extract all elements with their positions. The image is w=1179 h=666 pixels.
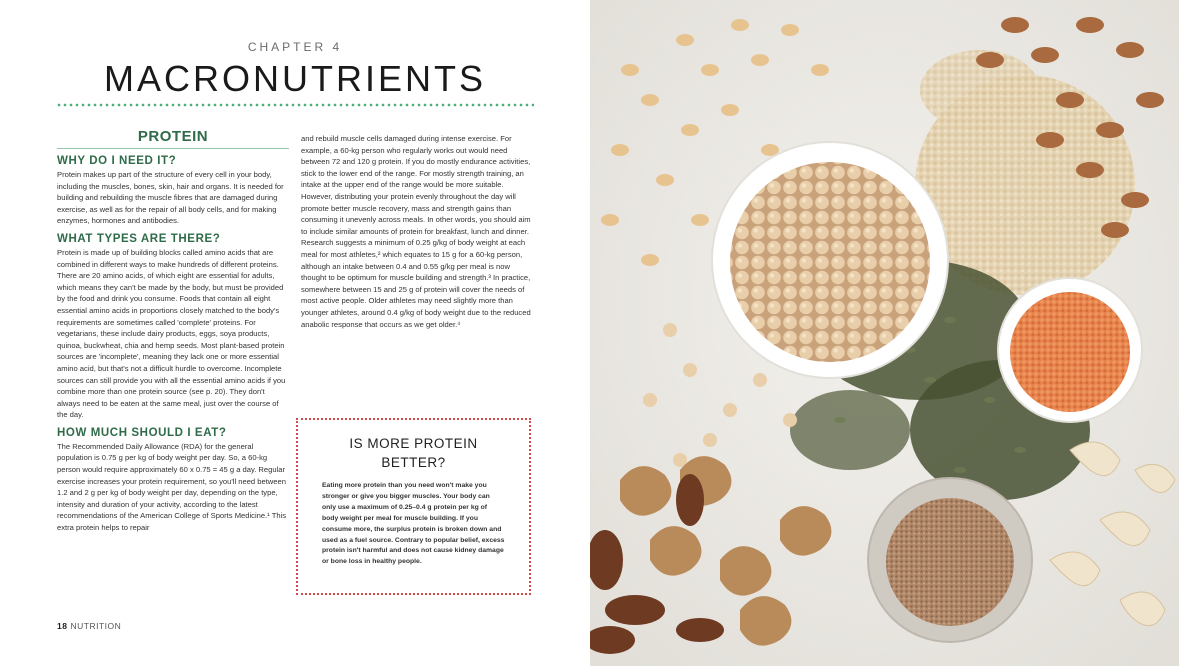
sidebar-title: IS MORE PROTEIN BETTER?	[349, 436, 478, 470]
continued-paragraph: and rebuild muscle cells damaged during intense exercise. For example, a 60-kg person who regularly works out would need between 72 and 120 g protein. If you do mostly endurance activities, stick to the lower end of the range. For mostly strength training, an intake at the upper end of the range would be more suitable. However, distributing your protein evenly throughout the day will promote better muscle recovery, mass and strength gains than consuming it unevenly across meals. In other words, you should aim to include similar amounts of protein for breakfast, lunch and dinner. Research suggests a minimum of 0.25 g/kg of body weight at each meal for most athletes,² which equates to 15 g for a 60-kg person, although an intake between 0.4 and 0.55 g/kg per meal is now thought to be optimum for muscle building and strength.³ In practice, somewhere between 15 and 25 g of protein will cover the needs of most active people. Older athletes may need slightly more than younger athletes, around 0.4 g/kg of body weight due to the reduced anabolic response that occurs as we get older.⁴	[301, 134, 531, 329]
why-paragraph: Protein makes up part of the structure of every cell in your body, including the muscles, bones, skin, hair and organs. It is needed for building and rebuilding the muscle fibres that are damaged during exercise, as well as for the repair of all body cells, and for making enzymes, hormones and antibodies.	[57, 170, 284, 226]
page-footer	[57, 621, 121, 631]
dotted-divider	[56, 103, 534, 107]
why-heading: WHY DO I NEED IT?	[57, 155, 177, 167]
text-column-2	[301, 133, 533, 332]
how-much-paragraph: The Recommended Daily Allowance (RDA) for the general population is 0.75 g per kg of body weight per day. So, a 60-kg person would require approximately 60 x 0.75 = 45 g a day. Regular exercise increases your protein requirement, so you'll need between 1.2 and 2 g per kg of body weight per day, depending on the type, intensity and duration of your activity, according to the latest recommendations of the American College of Sports Medicine.¹ This extra protein helps to repair	[57, 441, 287, 533]
page-number: 18	[57, 621, 68, 631]
how-much-heading: HOW MUCH SHOULD I EAT?	[57, 426, 227, 439]
sidebar-box	[296, 418, 531, 595]
text-column-1	[57, 128, 289, 536]
sidebar-text: Eating more protein than you need won't make you stronger or give you bigger muscles. Your body can only use a maximum of 0.25–0.4 g protein per kg of body weight per meal for muscle building. If you consume more, the surplus protein is broken down and used as a fuel source. Contrary to popular belief, excess protein isn't harmful and does not cause kidney damage or bone loss in healthy people.	[322, 482, 505, 566]
page-title: MACRONUTRIENTS	[104, 58, 486, 99]
protein-foods-illustration	[590, 0, 1179, 666]
chapter-label: CHAPTER 4	[247, 40, 343, 54]
footer-section-label: NUTRITION	[70, 621, 122, 631]
food-photo	[590, 0, 1179, 666]
types-heading: WHAT TYPES ARE THERE?	[57, 232, 221, 245]
types-paragraph: Protein is made up of building blocks called amino acids that are combined in different ways to make hundreds of different proteins. There are 20 amino acids, of which eight are essential for adults, which means they can't be made by the body, but must be provided by the food and drink you consume. Foods that contain all eight essential amino acids in proportions closely matched to the body's requirements are sometimes called 'complete' proteins. For vegetarians, these include dairy products, eggs, soya products, quinoa, buckwheat, chia and hemp seeds. Most plant-based protein sources are 'incomplete', meaning they lack one or more essential amino acid, but that's not a difficult hurdle to overcome. Incomplete sources can still provide you with all the essential amino acids if you combine more than one protein source (see p. 20). They don't always need to be eaten at the same meal, just over the course of the day.	[57, 247, 286, 420]
section-heading: PROTEIN	[57, 128, 289, 149]
